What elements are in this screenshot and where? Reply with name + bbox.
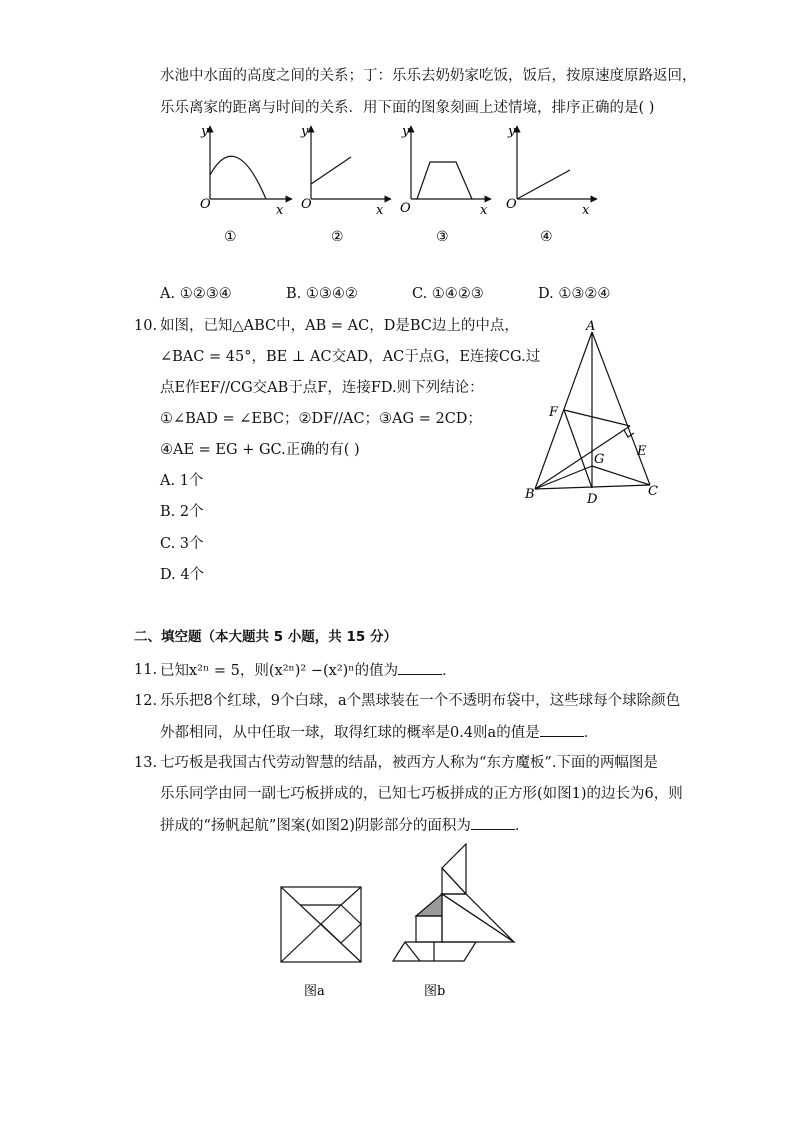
point-g: G <box>594 452 605 467</box>
q10-option-c[interactable]: C. 3个 <box>160 536 204 552</box>
g2-y: y <box>301 124 309 139</box>
fig-a-caption: 图a <box>304 984 325 999</box>
graph-label-3: ③ <box>436 229 449 245</box>
q9-option-d[interactable]: D. ①③②④ <box>538 286 611 302</box>
q9-option-a[interactable]: A. ①②③④ <box>160 286 232 302</box>
q12-tail: ． <box>583 725 599 741</box>
shaded-triangle <box>416 894 442 916</box>
graph-label-2: ② <box>331 229 344 245</box>
q10-line-2: ∠BAC = 45°，BE ⊥ AC交AD，AC于点G，E连接CG.过 <box>160 349 541 365</box>
q13-body: 拼成的“扬帆起航”图案(如图2)阴影部分的面积为 <box>160 818 471 834</box>
tangram-square <box>281 887 361 962</box>
point-f: F <box>549 405 559 420</box>
q11-body: 已知x²ⁿ = 5，则(x²ⁿ)² −(x²)ⁿ的值为 <box>160 663 399 679</box>
point-c: C <box>648 484 658 499</box>
point-d: D <box>587 492 598 507</box>
g3-o: O <box>400 201 411 216</box>
q10-line-3: 点E作EF//CG交AB于点F，连接FD.则下列结论： <box>160 380 484 396</box>
g1-o: O <box>200 197 211 212</box>
point-e: E <box>637 444 647 459</box>
q10-line-5: ④AE = EG + GC.正确的有( ) <box>160 442 360 458</box>
q9-option-b[interactable]: B. ①③④② <box>286 286 358 302</box>
graph-label-4: ④ <box>540 229 553 245</box>
g4-y: y <box>508 124 516 139</box>
point-b: B <box>525 487 535 502</box>
fig-b-caption: 图b <box>424 984 446 999</box>
g1-y: y <box>201 124 209 139</box>
q11-tail: ． <box>442 663 457 679</box>
q10-line-4: ①∠BAD = ∠EBC；②DF//AC；③AG = 2CD； <box>160 411 482 427</box>
q9-line-1: 水池中水面的高度之间的关系；丁：乐乐去奶奶家吃饭，饭后，按原速度原路返回， <box>160 68 697 84</box>
q9-option-c[interactable]: C. ①④②③ <box>412 286 484 302</box>
q10-number: 10. <box>134 318 158 334</box>
g2-x: x <box>376 203 384 218</box>
q10-option-d[interactable]: D. 4个 <box>160 567 205 583</box>
g1-x: x <box>276 203 284 218</box>
q12-number: 12. <box>134 693 158 709</box>
g4-x: x <box>582 203 590 218</box>
q9-line-2: 乐乐离家的距离与时间的关系．用下面的图象刻画上述情境，排序正确的是( ) <box>160 100 655 116</box>
g3-x: x <box>480 203 488 218</box>
tangram-boat <box>393 844 514 961</box>
q13-line-1: 七巧板是我国古代劳动智慧的结晶，被西方人称为“东方魔板”.下面的两幅图是 <box>160 755 658 771</box>
q12-body: 外都相同，从中任取一球，取得红球的概率是0.4则a的值是 <box>160 725 540 741</box>
q13-tail: ． <box>514 818 530 834</box>
q10-line-1: 如图，已知△ABC中，AB = AC，D是BC边上的中点， <box>160 318 519 334</box>
q13-number: 13. <box>134 755 158 771</box>
q10-option-b[interactable]: B. 2个 <box>160 504 204 520</box>
point-a: A <box>586 319 596 334</box>
q11-number: 11. <box>134 662 158 678</box>
q13-line-2: 乐乐同学由同一副七巧板拼成的，已知七巧板拼成的正方形(如图1)的边长为6，则 <box>160 786 683 802</box>
g3-y: y <box>402 124 410 139</box>
g2-o: O <box>301 197 312 212</box>
q12-line-1: 乐乐把8个红球，9个白球，a个黑球装在一个不透明布袋中，这些球每个球除颜色 <box>160 693 681 709</box>
g4-o: O <box>506 197 517 212</box>
graph-label-1: ① <box>224 229 237 245</box>
q10-option-a[interactable]: A. 1个 <box>160 473 204 489</box>
section-2-heading: 二、填空题（本大题共 5 小题，共 15 分） <box>134 629 397 645</box>
